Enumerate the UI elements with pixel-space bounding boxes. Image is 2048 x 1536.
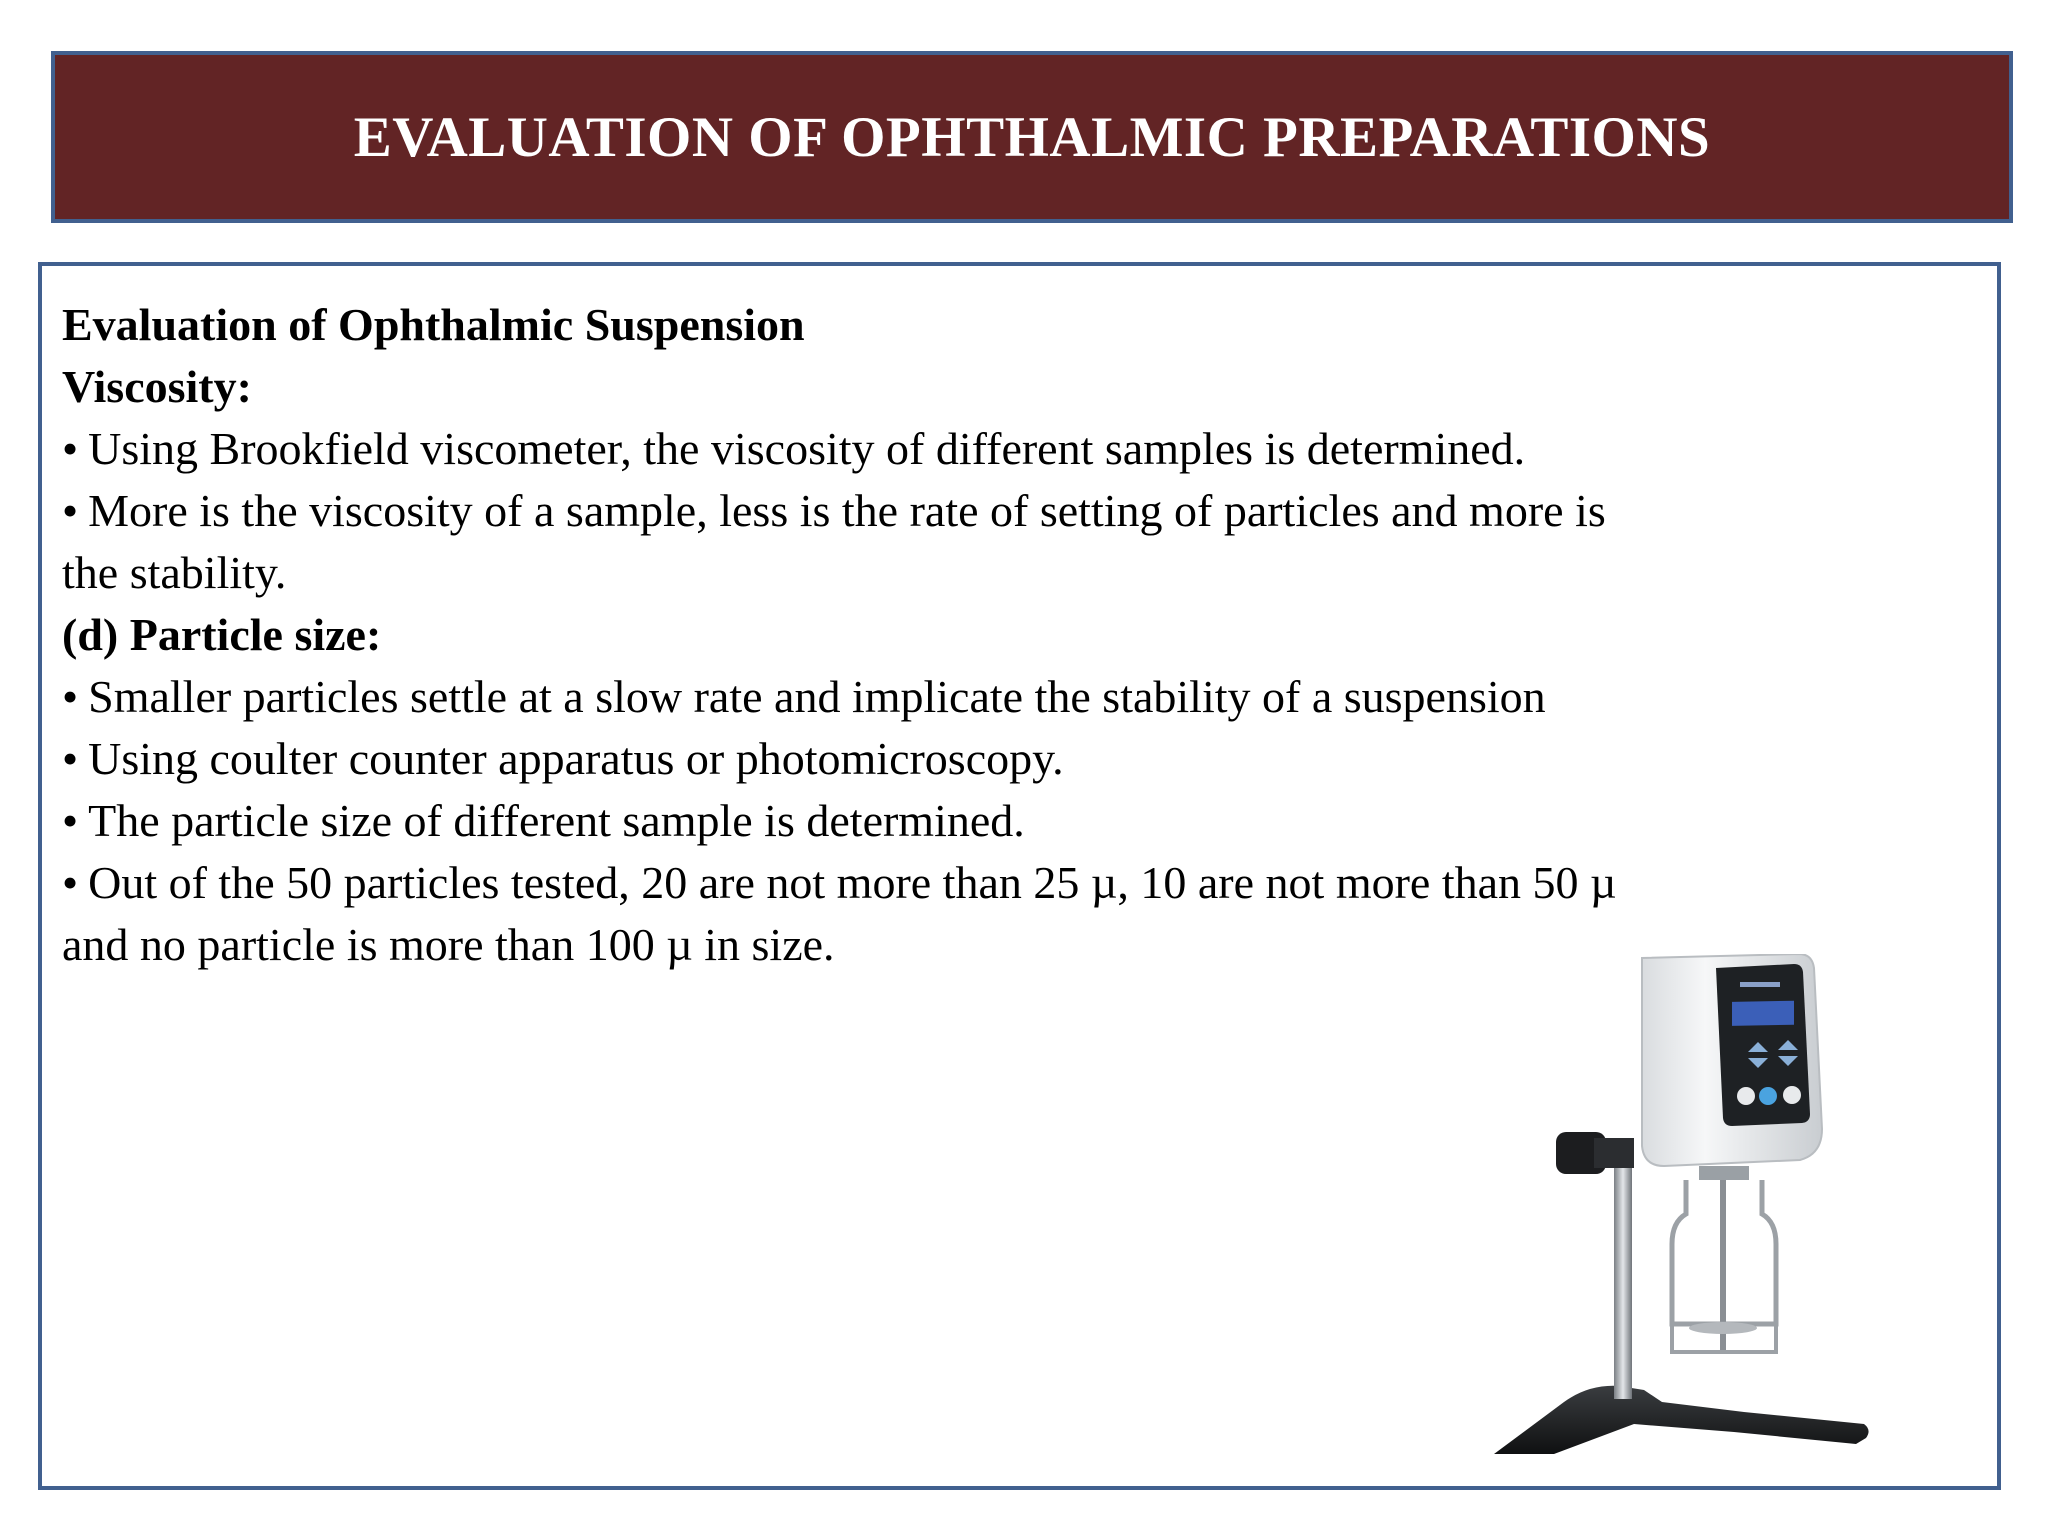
brookfield-viscometer-icon [1494,954,1944,1454]
viscosity-bullet-1 [62,418,1882,480]
bullet-glyph: • [62,795,79,846]
viscosity-continuation: the stability. [62,547,287,598]
slide-title: EVALUATION OF OPHTHALMIC PREPARATIONS [353,105,1711,169]
bullet-glyph: • [62,423,79,474]
particle-size-bullet-text: The particle size of different sample is determined. [88,795,1025,846]
particle-size-bullet-2 [62,728,1882,790]
particle-size-bullet-4 [62,852,1882,914]
content-box [38,262,2001,1490]
particle-size-bullet-3 [62,790,1882,852]
bullet-glyph: • [62,485,79,536]
content-text [62,294,1882,976]
viscosity-heading: Viscosity: [62,361,252,412]
particle-size-bullet-text: Smaller particles settle at a slow rate and implicate the stability of a suspension [88,671,1546,722]
title-bar [51,51,2013,223]
particle-size-bullet-text: Using coulter counter apparatus or photomicroscopy. [88,733,1064,784]
viscosity-bullet-text: More is the viscosity of a sample, less is the rate of setting of particles and more is [88,485,1606,536]
particle-size-bullet-1 [62,666,1882,728]
particle-size-continuation: and no particle is more than 100 µ in size. [62,919,835,970]
viscosity-bullet-text: Using Brookfield viscometer, the viscosity of different samples is determined. [88,423,1526,474]
particle-size-heading: (d) Particle size: [62,609,382,660]
bullet-glyph: • [62,857,79,908]
particle-size-bullet-text: Out of the 50 particles tested, 20 are not more than 25 µ, 10 are not more than 50 µ [88,857,1617,908]
section-heading: Evaluation of Ophthalmic Suspension [62,299,805,350]
viscosity-bullet-2 [62,480,1882,542]
bullet-glyph: • [62,671,79,722]
bullet-glyph: • [62,733,79,784]
